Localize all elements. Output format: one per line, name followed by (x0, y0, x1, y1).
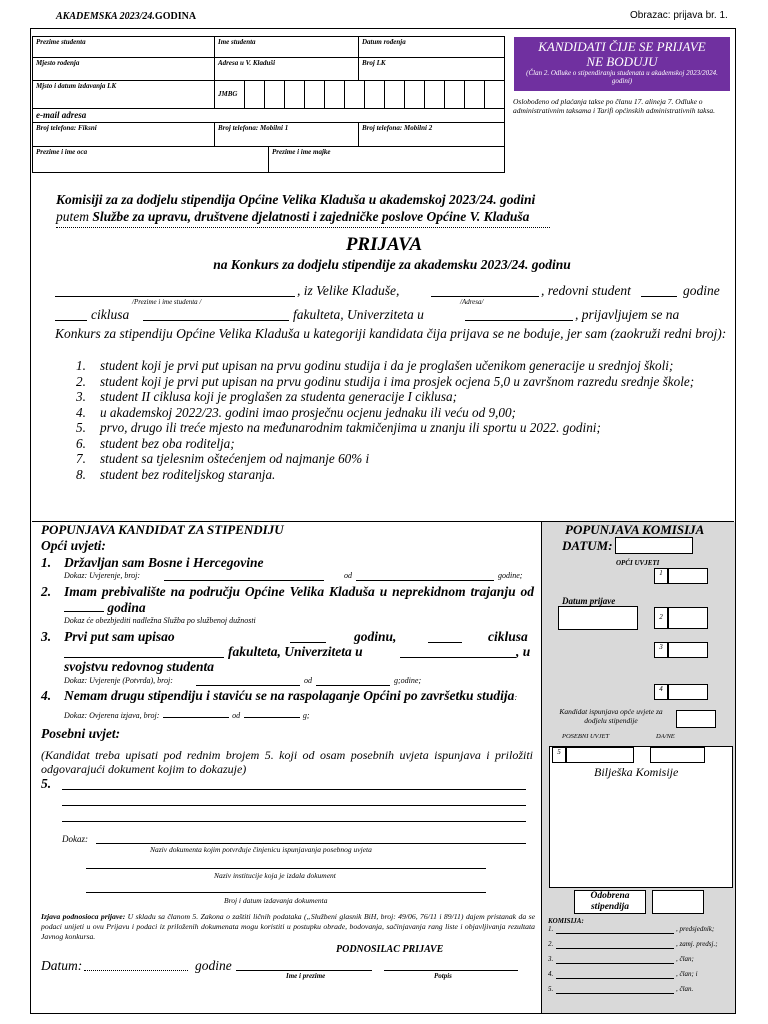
cond-1-text: Državljan sam Bosne i Hercegovine (64, 555, 264, 570)
label-name: /Prezime i ime studenta / (132, 298, 202, 306)
field-adresa[interactable]: Adresa u V. Kladuši (215, 58, 359, 81)
cond-3-line3: svojstvu redovnog studenta (64, 659, 215, 674)
proof-institution-caption: Naziv institucije koja je izdala dokument (214, 871, 336, 880)
cond-3-year-line[interactable] (290, 642, 326, 643)
criterion-text: u akademskoj 2022/23. godini imao prosječnu ocjenu jednaku ili veću od 9,00; (100, 404, 516, 420)
jmbg-digit[interactable] (365, 81, 385, 109)
jmbg-digit[interactable] (285, 81, 305, 109)
member-number: 3. (548, 955, 554, 963)
cond-4-check[interactable] (668, 684, 708, 700)
form-number: Obrazac: prijava br. 1. (630, 10, 728, 21)
proof-label: Dokaz: (62, 834, 88, 844)
cond-1-date-line[interactable] (356, 580, 494, 581)
applicant-name-line[interactable] (236, 970, 372, 971)
field-tel-fiksni[interactable]: Broj telefona: Fiksni (33, 123, 215, 147)
cond-4-text: Nemam drugu stipendiju i staviću se na raspolaganje Općini po završetku studija: Dokaz: Ovjerena izjava, broj: od g; (64, 688, 518, 720)
criterion-number[interactable]: 7. (76, 451, 86, 466)
field-tel-mob2[interactable]: Broj telefona: Mobilni 2 (359, 123, 505, 147)
cond-2-index: 2 (654, 607, 668, 629)
approved-label: Odobrena stipendija (574, 890, 646, 914)
yes-no-label: DA/NE (656, 733, 675, 740)
cond-3-line2: fakulteta, Univerziteta u , u (64, 644, 534, 660)
criterion-text: student koji je prvi put upisan na prvu godinu studija i ima prosjek ocjena 5,0 u završnom razredu srednje škole; (100, 373, 695, 389)
field-mjesto-rodjenja[interactable]: Mjesto rođenja (33, 58, 215, 81)
proof-number-caption: Broj i datum izdavanja dokumenta (224, 896, 328, 905)
commission-notes-label: Bilješka Komisije (594, 765, 679, 779)
jmbg-digit[interactable] (445, 81, 465, 109)
addressee-line2: putem Službe za upravu, društvene djelatnosti i zajedničke poslove Općine V. Kladuša (56, 209, 530, 224)
special-conditions-label: Posebni uvjet: (41, 726, 121, 741)
member-name-line[interactable] (556, 948, 674, 949)
faculty-input-line[interactable] (143, 320, 289, 321)
special-conditions-note: (Kandidat treba upisati pod rednim brojem 5. koji od osam posebnih uvjeta ispunjava i priložiti odgovarajući dokument kojim to dokazuje) (41, 748, 533, 776)
jmbg-digit[interactable] (465, 81, 485, 109)
member-role: , član; i (676, 970, 698, 978)
special-num-5: 5. (41, 776, 52, 791)
personal-data-grid (32, 36, 505, 173)
criterion-number[interactable]: 4. (76, 404, 86, 420)
cond-3-proof: Dokaz: Uvjerenje (Potvrda), broj: od g;odine; (64, 676, 422, 685)
criteria-list (56, 358, 728, 482)
commission-member-row (548, 985, 734, 1000)
cond-3-num: 3. (41, 629, 52, 644)
proof-doc-line[interactable] (96, 843, 526, 844)
criterion-number[interactable]: 3. (76, 389, 86, 404)
field-prezime[interactable]: Prezime studenta (33, 37, 215, 58)
cond-1-check[interactable] (668, 568, 708, 584)
cond-4-index: 4 (654, 684, 668, 700)
criterion-number[interactable]: 6. (76, 435, 86, 451)
criterion-text: student bez roditeljskog staranja. (100, 466, 276, 482)
cond-3-line1: Prvi put sam upisao godinu, ciklusa (64, 629, 528, 644)
criterion-number[interactable]: 2. (76, 373, 86, 389)
member-number: 5. (548, 985, 554, 993)
cond-3-faculty-line[interactable] (64, 657, 224, 658)
jmbg-digit[interactable] (245, 81, 265, 109)
member-role: , član. (676, 985, 694, 993)
signature-caption: Potpis (434, 972, 452, 980)
cond-4-date-line[interactable] (244, 717, 300, 718)
cond-3-check[interactable] (668, 642, 708, 658)
special-line[interactable] (62, 789, 526, 790)
applicant-signature-line[interactable] (384, 970, 518, 971)
address-input-line[interactable] (431, 296, 539, 297)
special-line[interactable] (62, 805, 526, 806)
cond-3-university-line[interactable] (400, 657, 516, 658)
jmbg-digit[interactable] (385, 81, 405, 109)
general-label: OPĆI UVJETI (616, 559, 660, 567)
field-broj-lk[interactable]: Broj LK (359, 58, 505, 81)
member-number: 2. (548, 940, 554, 948)
special-code-box[interactable] (566, 747, 634, 763)
member-name-line[interactable] (556, 933, 674, 934)
candidate-heading: POPUNJAVA KANDIDAT ZA STIPENDIJU (41, 522, 284, 537)
page-subtitle: na Konkurs za dodjelu stipendije za akademsku 2023/24. godinu (213, 257, 571, 272)
criterion-item[interactable] (56, 436, 728, 452)
commission-member-row (548, 940, 734, 955)
field-tel-mob1[interactable]: Broj telefona: Mobilni 1 (215, 123, 359, 147)
cond-3-cycle-line[interactable] (428, 642, 462, 643)
field-mjesto-lk[interactable]: Mjsto i datum izdavanja LK (33, 81, 215, 109)
date-line[interactable] (84, 970, 188, 971)
cond-3-date-line[interactable] (316, 685, 390, 686)
commission-heading: POPUNJAVA KOMISIJA (565, 522, 705, 537)
name-input-line[interactable] (55, 296, 295, 297)
declaration-line1: , iz Velike Kladuše, , redovni student godine (55, 283, 725, 301)
date-received-box[interactable] (558, 606, 638, 630)
special-line[interactable] (62, 821, 526, 822)
member-role: , zamj. predsj.; (676, 940, 718, 948)
member-number: 1. (548, 925, 554, 933)
special-index: 5 (552, 747, 566, 763)
declaration-line2: ciklusa fakulteta, Univerziteta u , prijavljujem se na (55, 307, 725, 325)
criterion-item[interactable] (56, 358, 728, 374)
member-role: , član; (676, 955, 694, 963)
proof-number-line[interactable] (86, 892, 486, 893)
year-input-line[interactable] (641, 296, 677, 297)
date-label: Datum: (41, 958, 83, 973)
year-label: godine (195, 958, 232, 973)
cond-4-num: 4. (41, 688, 52, 703)
cond-2-check[interactable] (668, 607, 708, 629)
member-name-line[interactable] (556, 978, 674, 979)
university-input-line[interactable] (465, 320, 573, 321)
cond-1-proof: Dokaz: Uvjerenje, broj: od godine; (64, 571, 523, 580)
applicant-label: PODNOSILAC PRIJAVE (336, 944, 444, 955)
commission-member-row (548, 925, 734, 940)
proof-institution-line[interactable] (86, 868, 486, 869)
criterion-item[interactable] (56, 451, 728, 467)
member-number: 4. (548, 970, 554, 978)
field-ime[interactable]: Ime studenta (215, 37, 359, 58)
cond-1-number-line[interactable] (164, 580, 324, 581)
tax-exempt-note: Oslobođeno od plaćanja takse po članu 17. alineja 7. Odluke o administrativnim taksama i Tarifi općinskih administrativnih taksa. (513, 97, 716, 115)
name-caption: Ime i prezime (286, 972, 326, 980)
criterion-text: student bez oba roditelja; (100, 435, 235, 451)
jmbg-digit[interactable] (265, 81, 285, 109)
eligibility-check[interactable] (676, 710, 716, 728)
cond-2-years-line[interactable] (64, 611, 104, 612)
cond-3-number-line[interactable] (196, 685, 300, 686)
commission-members (548, 925, 734, 1000)
criterion-item[interactable] (56, 374, 728, 390)
cycle-input-line[interactable] (55, 320, 87, 321)
commission-date-box[interactable] (615, 537, 693, 554)
badge-line1: KANDIDATI ČIJE SE PRIJAVE (538, 39, 706, 54)
criterion-text: student sa tjelesnim oštećenjem od najmanje 60% i (100, 451, 370, 466)
category-badge (514, 37, 730, 91)
field-majka[interactable]: Prezime i ime majke (269, 147, 505, 173)
cond-2-proof: Dokaz će obezbjediti nadležna Služba po službenoj dužnosti (64, 616, 256, 625)
jmbg-digit[interactable] (425, 81, 445, 109)
academic-year: AKADEMSKA 2023/24.GODINA (56, 11, 197, 22)
badge-line2: NE BODUJU (586, 54, 658, 69)
consent-statement: Izjava podnosioca prijave: U skladu sa članom 5. Zakona o zaštiti ličnih podataka („Službeni glasnik BiH, broj: 49/06, 76/11 i 89/11) dajem pristanak da se podaci unijeti u ovu Prijavu i podaci iz priloženih dokumenata mogu koristiti u postupku obrade, bodovanja, sačinjavanja rang liste i objavljivanja rezultata Javnog konkursa. (41, 912, 535, 941)
cond-2-num: 2. (41, 584, 52, 599)
criterion-item[interactable] (56, 405, 728, 421)
jmbg-digit[interactable] (305, 81, 325, 109)
approved-box[interactable] (652, 890, 704, 914)
proof-doc-caption: Naziv dokumenta kojim potvrđuje činjenicu ispunjavanja posebnog uvjeta (150, 845, 372, 854)
special-yes-no-box[interactable] (650, 747, 705, 763)
general-conditions-label: Opći uvjeti: (41, 538, 106, 553)
badge-sub: (Član 2. Odluke o stipendiranju studenata u akademskoj 2023/2024. godini) (526, 69, 718, 85)
page-title: PRIJAVA (345, 234, 423, 255)
jmbg-digit[interactable] (405, 81, 425, 109)
member-name-line[interactable] (556, 993, 674, 994)
jmbg-digit[interactable] (325, 81, 345, 109)
field-email[interactable]: e-mail adresa (33, 109, 505, 123)
commission-date-label: DATUM: (562, 538, 613, 553)
field-jmbg-label: JMBG (215, 81, 245, 109)
criterion-text: student koji je prvi put upisan na prvu godinu studija i da je proglašen učenikom generacije u srednjoj školi; (100, 358, 674, 373)
label-address: /Adresa/ (460, 298, 484, 306)
commission-member-row (548, 970, 734, 985)
jmbg-digit[interactable] (485, 81, 505, 109)
date-received-label: Datum prijave (562, 596, 616, 606)
cond-3-index: 3 (654, 642, 668, 658)
member-name-line[interactable] (556, 963, 674, 964)
field-datum-rodjenja[interactable]: Datum rođenja (359, 37, 505, 58)
cond-2-text: Imam prebivalište na području Općine Velika Kladuša u neprekidnom trajanju od godina (64, 584, 534, 615)
criterion-number[interactable]: 1. (76, 358, 86, 373)
criterion-item[interactable] (56, 467, 728, 483)
criterion-text: student II ciklusa koji je proglašen za studenta generacije I ciklusa; (100, 389, 457, 404)
criterion-number[interactable]: 5. (76, 420, 86, 435)
cond-4-number-line[interactable] (163, 717, 229, 718)
field-otac[interactable]: Prezime i ime oca (33, 147, 269, 173)
member-role: , predsjednik; (676, 925, 715, 933)
criterion-text: prvo, drugo ili treće mjesto na međunarodnim takmičenjima u znanju ili sportu u 2022. godini; (100, 420, 601, 435)
cond-1-num: 1. (41, 555, 52, 570)
divider (56, 227, 550, 228)
criterion-item[interactable] (56, 420, 728, 436)
eligibility-label: Kandidat ispunjava opće uvjete za dodjelu stipendije (559, 707, 663, 725)
commission-members-label: KOMISIJA: (548, 917, 584, 925)
criterion-item[interactable] (56, 389, 728, 405)
commission-member-row (548, 955, 734, 970)
criterion-number[interactable]: 8. (76, 466, 86, 482)
declaration-intro: Konkurs za stipendiju Općine Velika Kladuša u kategoriji kandidata čija prijava se ne boduje, jer sam (zaokruži redni broj): (55, 326, 727, 341)
special-cond-label: POSEBNI UVJET (562, 733, 610, 740)
cond-1-index: 1 (654, 568, 668, 584)
jmbg-digit[interactable] (345, 81, 365, 109)
addressee-line1: Komisiji za za dodjelu stipendija Općine Velika Kladuša u akademskoj 2023/24. godini (56, 192, 536, 207)
